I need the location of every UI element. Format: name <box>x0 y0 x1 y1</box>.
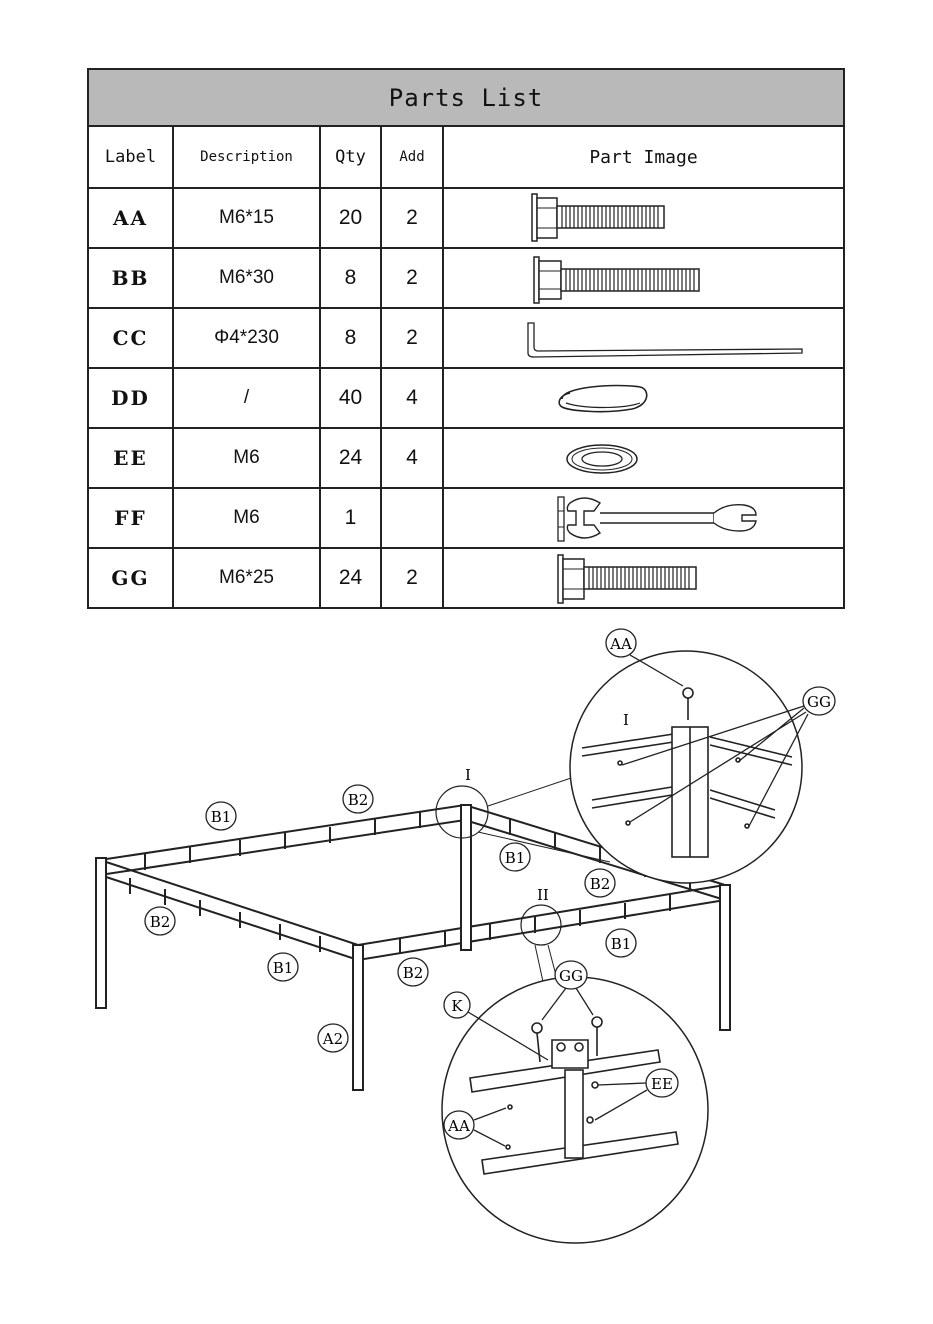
row-qty: 20 <box>320 188 381 248</box>
table-row <box>88 188 844 248</box>
row-description: M6 <box>173 488 320 548</box>
row-label: DD <box>88 368 173 428</box>
row-add: 4 <box>381 428 443 488</box>
table-row <box>88 488 844 548</box>
table-row <box>88 548 844 608</box>
label-b2 <box>585 869 615 897</box>
row-qty: 24 <box>320 548 381 608</box>
label-b1 <box>206 802 236 830</box>
svg-text:B2: B2 <box>347 791 369 809</box>
svg-text:B2: B2 <box>402 964 424 982</box>
label-b1 <box>606 929 636 957</box>
wrench-icon <box>444 489 845 547</box>
row-add: 4 <box>381 368 443 428</box>
detail-circle-2 <box>521 905 561 945</box>
header-qty: Qty <box>320 126 381 188</box>
label-b1 <box>500 843 530 871</box>
row-label: AA <box>88 188 173 248</box>
svg-text:GG: GG <box>807 693 831 711</box>
leader-line <box>478 832 610 862</box>
svg-text:B1: B1 <box>504 849 526 867</box>
table-row <box>88 248 844 308</box>
table-header-row <box>88 126 844 188</box>
label-b2 <box>398 958 428 986</box>
svg-text:B2: B2 <box>589 875 611 893</box>
header-part-image: Part Image <box>443 126 844 188</box>
label-b1 <box>268 953 298 981</box>
detail-mark: I <box>465 766 471 784</box>
row-label: GG <box>88 548 173 608</box>
label-a2 <box>318 1024 348 1052</box>
svg-text:A2: A2 <box>322 1030 344 1048</box>
row-description: M6 <box>173 428 320 488</box>
row-label: EE <box>88 428 173 488</box>
svg-text:B1: B1 <box>210 808 232 826</box>
hex-bolt-short-icon <box>444 189 845 247</box>
row-part-image <box>443 428 844 488</box>
hex-bolt-medium-icon <box>444 549 845 607</box>
detail-mark: II <box>537 886 549 904</box>
row-label: FF <box>88 488 173 548</box>
row-add: 2 <box>381 548 443 608</box>
row-qty: 8 <box>320 308 381 368</box>
spring-clip-icon <box>444 369 845 427</box>
row-description: M6*15 <box>173 188 320 248</box>
table-row <box>88 308 844 368</box>
svg-text:B1: B1 <box>272 959 294 977</box>
label-b2 <box>145 907 175 935</box>
washer-icon <box>444 429 845 487</box>
row-add: 2 <box>381 308 443 368</box>
svg-text:AA: AA <box>448 1117 470 1135</box>
row-part-image <box>443 548 844 608</box>
svg-text:EE: EE <box>651 1075 673 1093</box>
row-add: 2 <box>381 188 443 248</box>
row-qty: 1 <box>320 488 381 548</box>
parts-list-title: Parts List <box>88 69 844 126</box>
svg-text:B2: B2 <box>149 913 171 931</box>
row-description: M6*25 <box>173 548 320 608</box>
row-qty: 8 <box>320 248 381 308</box>
row-label: CC <box>88 308 173 368</box>
svg-text:GG: GG <box>559 967 583 985</box>
table-row <box>88 368 844 428</box>
row-add <box>381 488 443 548</box>
row-part-image <box>443 308 844 368</box>
assembly-diagram <box>0 620 933 1320</box>
row-part-image <box>443 488 844 548</box>
header-description: Description <box>173 126 320 188</box>
label-b2 <box>343 785 373 813</box>
header-add: Add <box>381 126 443 188</box>
svg-text:B1: B1 <box>610 935 632 953</box>
row-qty: 24 <box>320 428 381 488</box>
row-add: 2 <box>381 248 443 308</box>
row-description: Φ4*230 <box>173 308 320 368</box>
row-description: / <box>173 368 320 428</box>
hex-bolt-long-icon <box>444 249 845 307</box>
row-part-image <box>443 188 844 248</box>
detail-mark: I <box>623 711 629 729</box>
leader-line <box>488 775 580 806</box>
row-part-image <box>443 248 844 308</box>
row-label: BB <box>88 248 173 308</box>
row-qty: 40 <box>320 368 381 428</box>
header-label: Label <box>88 126 173 188</box>
svg-text:K: K <box>451 997 463 1015</box>
row-description: M6*30 <box>173 248 320 308</box>
table-row <box>88 428 844 488</box>
parts-list-table <box>87 68 845 609</box>
row-part-image <box>443 368 844 428</box>
svg-text:AA: AA <box>610 635 632 653</box>
allen-key-icon <box>444 309 845 367</box>
